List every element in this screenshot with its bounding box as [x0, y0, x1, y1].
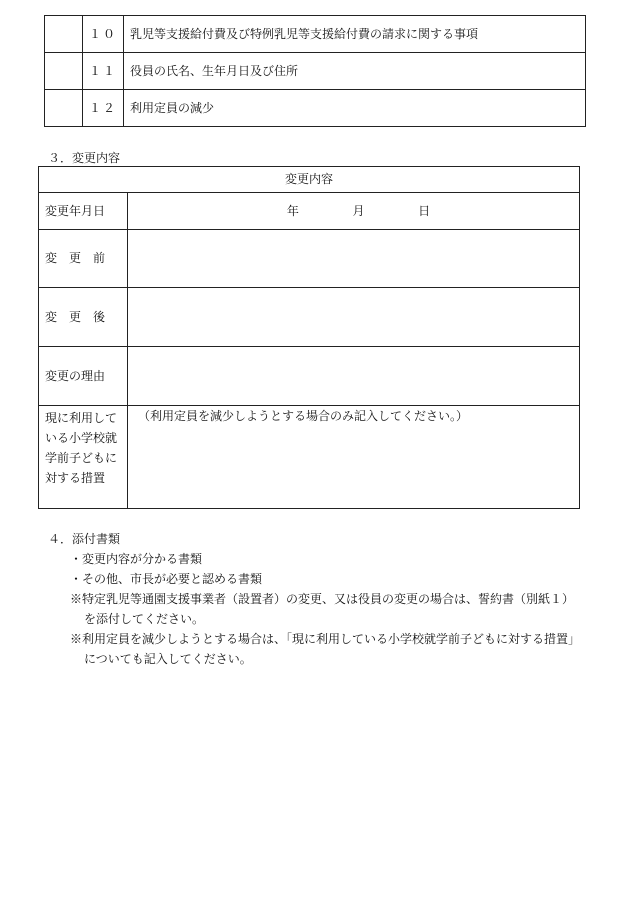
day-label: 日 — [418, 203, 431, 218]
item-number: １０ — [83, 16, 124, 53]
table-row — [45, 16, 586, 53]
before-change-field[interactable] — [128, 230, 580, 288]
change-date-label: 変更年月日 — [39, 193, 128, 230]
section3-heading: ３．変更内容 — [48, 151, 121, 165]
after-change-field[interactable] — [128, 288, 580, 347]
table-header-row — [39, 167, 580, 193]
item-number: １１ — [83, 53, 124, 90]
change-date-row — [39, 193, 580, 230]
after-change-label: 変更後 — [39, 288, 128, 347]
change-content-table — [38, 166, 580, 509]
table-row — [45, 53, 586, 90]
before-change-row — [39, 230, 580, 288]
after-change-row — [39, 288, 580, 347]
attachment-item: ・その他、市長が必要と認める書類 — [70, 572, 263, 586]
measure-field[interactable] — [128, 406, 580, 509]
change-reason-label: 変更の理由 — [39, 347, 128, 406]
attachments-section — [48, 529, 580, 669]
section4-heading: ４．添付書類 — [48, 532, 121, 546]
blank-cell — [45, 16, 83, 53]
item-text: 役員の氏名、生年月日及び住所 — [124, 53, 586, 90]
attachment-item: ・変更内容が分かる書類 — [70, 552, 203, 566]
note-capacity-cont: についても記入してください。 — [84, 652, 252, 666]
before-change-label: 変更前 — [39, 230, 128, 288]
table-header: 変更内容 — [39, 167, 580, 193]
change-date-field[interactable] — [128, 193, 580, 230]
month-label: 月 — [352, 203, 365, 218]
measure-row — [39, 406, 580, 509]
note-pledge-cont: を添付してください。 — [84, 612, 205, 626]
note-capacity: ※利用定員を減少しようとする場合は、「現に利用している小学校就学前子どもに対する措置」 — [70, 632, 581, 646]
item-text: 乳児等支援給付費及び特例乳児等支援給付費の請求に関する事項 — [124, 16, 586, 53]
blank-cell — [45, 53, 83, 90]
change-reason-row — [39, 347, 580, 406]
change-reason-field[interactable] — [128, 347, 580, 406]
note-pledge: ※特定乳児等通園支援事業者（設置者）の変更、又は役員の変更の場合は、誓約書（別紙１） — [70, 592, 575, 606]
blank-cell — [45, 90, 83, 127]
year-label: 年 — [286, 203, 299, 218]
items-table — [44, 15, 586, 127]
table-row — [45, 90, 586, 127]
item-text: 利用定員の減少 — [124, 90, 586, 127]
measure-note: （利用定員を減少しようとする場合のみ記入してください。） — [138, 409, 469, 423]
item-number: １２ — [83, 90, 124, 127]
measure-label: 現に利用している小学校就学前子どもに対する措置 — [39, 406, 128, 509]
